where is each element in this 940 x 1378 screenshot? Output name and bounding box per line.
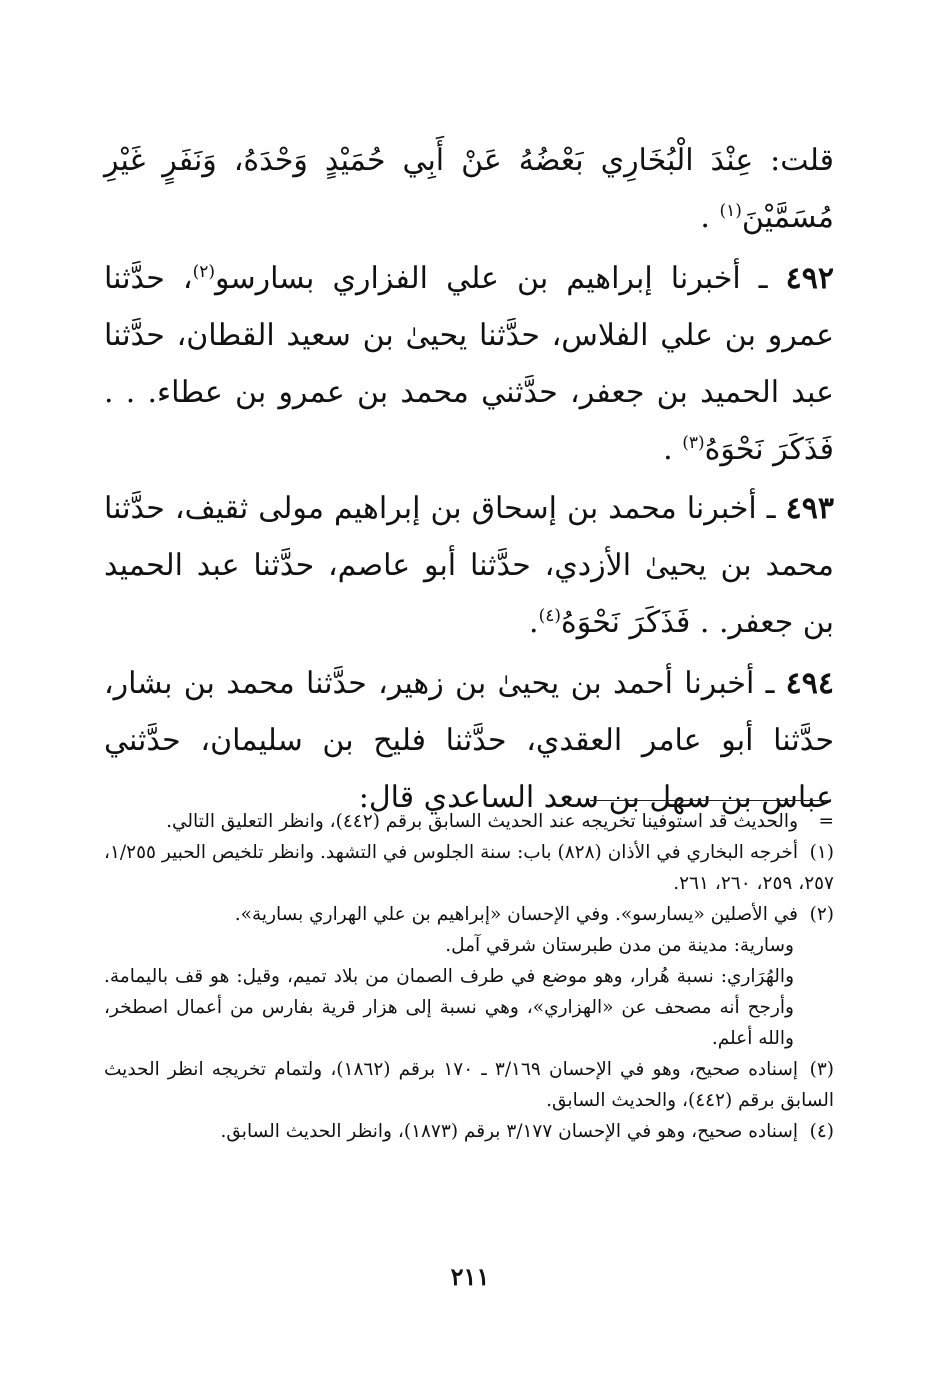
footnote-text: وسارية: مدينة من مدن طبرستان شرقي آمل. [445, 935, 794, 956]
footnote-text: إسناده صحيح، وهو في الإحسان ٣/١٧٧ برقم (١٨٧٣)، وانظر الحديث السابق. [220, 1121, 798, 1142]
hadith-text-a: ـ أخبرنا إبراهيم بن علي الفزاري بسارسو [215, 261, 786, 296]
footnote-2-hurari [104, 961, 834, 1054]
footnote-ref-1: (١) [719, 201, 742, 221]
footnote-text: في الأصلين «يسارسو». وفي الإحسان «إبراهيم بن علي الهراري بسارية». [234, 904, 798, 925]
hadith-text: ـ أخبرنا محمد بن إسحاق بن إبراهيم مولى ثقيف، حدَّثنا محمد بن يحيىٰ الأزدي، حدَّثنا أبو عاصم، حدَّثنا عبد الحميد بن جعفر. . فَذَكَرَ نَحْوَهُ [104, 491, 834, 640]
footnote-ref-2: (٢) [192, 262, 216, 282]
footnote-3 [104, 1054, 834, 1116]
footnote-marker: (٢) [809, 904, 834, 925]
hadith-492 [104, 250, 834, 478]
footnote-text: أخرجه البخاري في الأذان (٨٢٨) باب: سنة الجلوس في التشهد. وانظر تلخيص الحبير ١/٢٥٥، ٢٥٧، ٢٥٩، ٢٦٠، ٢٦١. [104, 842, 834, 894]
footnote-marker: (٤) [809, 1121, 834, 1142]
footnote-continuation [104, 806, 834, 837]
paragraph-end: . [700, 200, 720, 235]
hadith-493 [104, 480, 834, 651]
hadith-text: ـ أخبرنا أحمد بن يحيىٰ بن زهير، حدَّثنا محمد بن بشار، حدَّثنا أبو عامر العقدي، حدَّثنا فليح بن سليمان، حدَّثني عباس بن سهل بن سعد الساعدي قال: [104, 666, 834, 815]
footnote-marker: (٣) [809, 1059, 834, 1080]
footnote-separator [590, 800, 830, 801]
footnote-1 [104, 837, 834, 899]
footnote-marker: = [818, 811, 834, 832]
footnote-ref-4: (٤) [538, 606, 561, 626]
hadith-number: ٤٩٣ [785, 491, 834, 526]
hadith-number: ٤٩٢ [785, 261, 834, 296]
footnote-4 [104, 1116, 834, 1147]
paragraph-end: . [529, 605, 539, 640]
footnote-2-sariya [104, 930, 834, 961]
page-number: ٢١١ [450, 1262, 490, 1291]
hadith-text-b: ، حدَّثنا عمرو بن علي الفلاس، حدَّثنا يحيىٰ بن سعيد القطان، حدَّثنا عبد الحميد بن جعفر، حدَّثني محمد بن عمرو بن عطاء. . . فَذَكَرَ نَحْوَهُ [104, 261, 834, 467]
main-paragraph-1 [104, 132, 834, 246]
footnote-text: إسناده صحيح، وهو في الإحسان ٣/١٦٩ ـ ١٧٠ برقم (١٨٦٢)، ولتمام تخريجه انظر الحديث السابق برقم (٤٤٢)، والحديث السابق. [104, 1059, 834, 1111]
footnote-marker: (١) [809, 842, 834, 863]
footnote-2 [104, 899, 834, 930]
footnotes [104, 806, 834, 1147]
footnote-text: والحديث قد استوفينا تخريجه عند الحديث السابق برقم (٤٤٢)، وانظر التعليق التالي. [166, 811, 798, 832]
footnote-text: والهُرَاري: نسبة هُرار، وهو موضع في طرف الصمان من بلاد تميم، وقيل: هو قف باليمامة. وأرجح أنه مصحف عن «الهزاري»، وهي نسبة إلى هزار قرية بفارس من أعمال اصطخر، والله أعلم. [104, 966, 794, 1049]
footnote-ref-3: (٣) [682, 433, 705, 453]
paragraph-text: قلت: عِنْدَ الْبُخَارِي بَعْضُهُ عَنْ أَبِي حُمَيْدٍ وَحْدَهُ، وَنَفَرٍ غَيْرِ مُسَمَّيْنَ [104, 143, 834, 235]
hadith-number: ٤٩٤ [785, 666, 834, 701]
paragraph-end: . [663, 432, 683, 467]
